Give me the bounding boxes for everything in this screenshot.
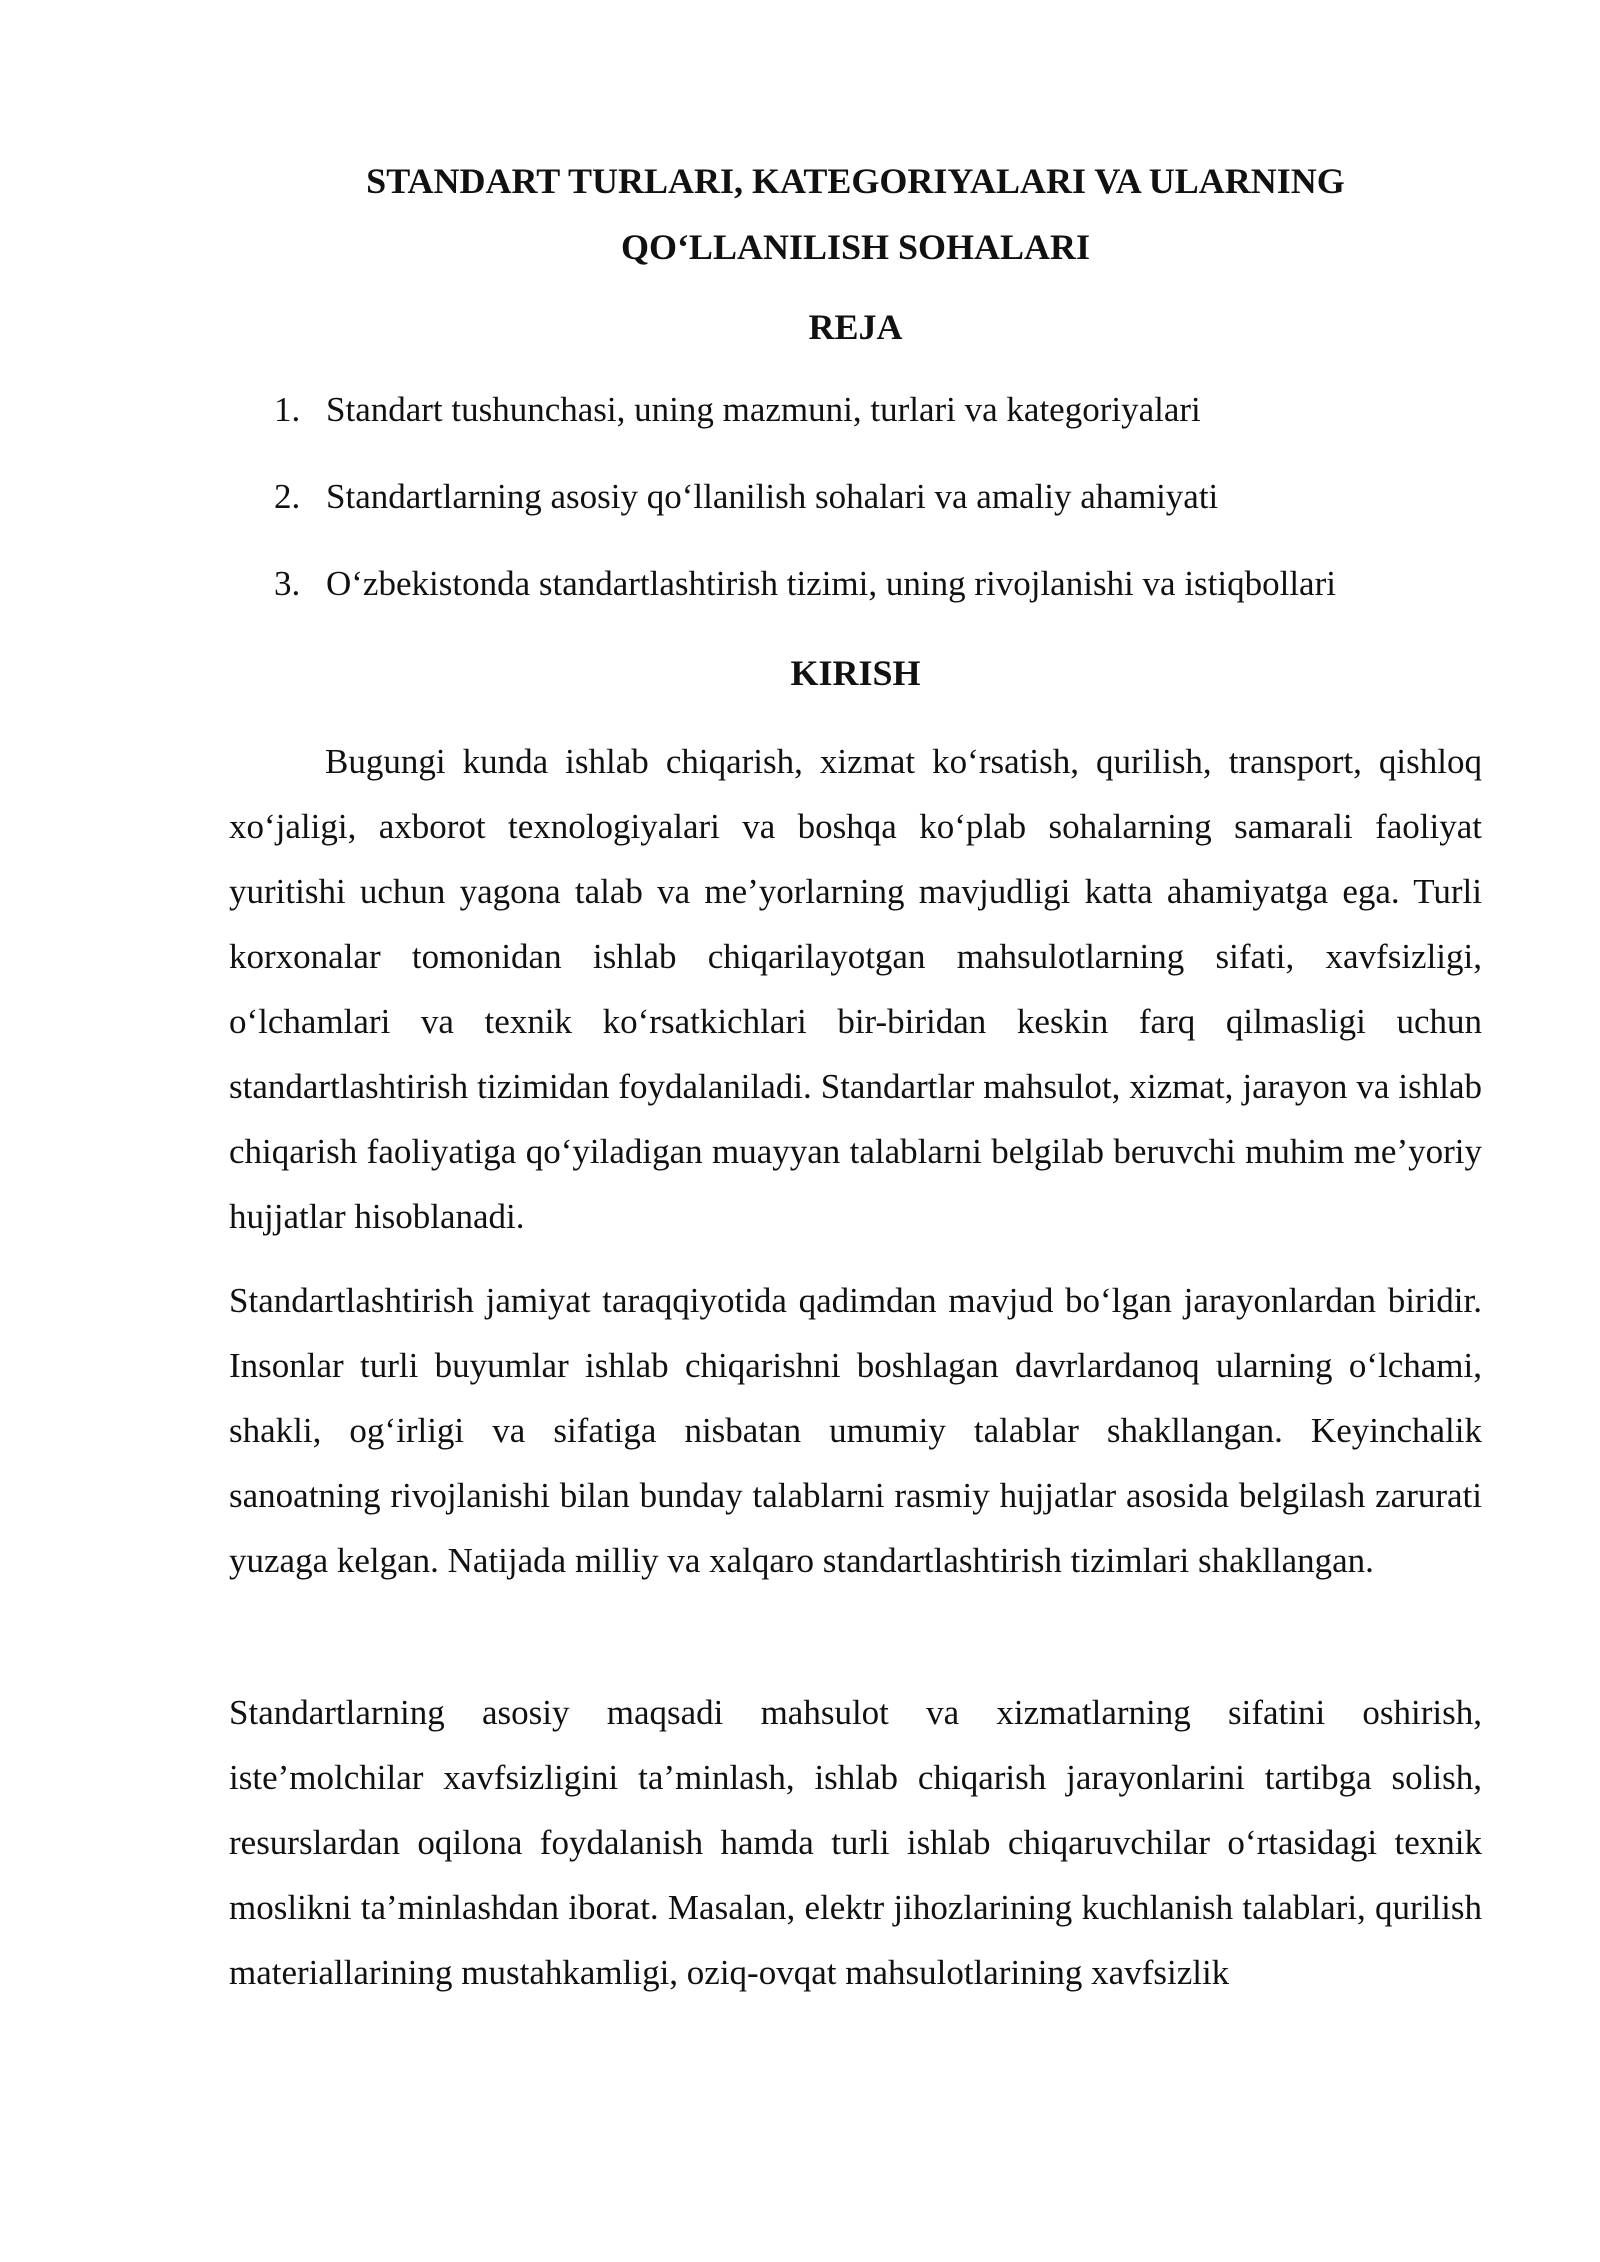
plan-item-1 [229,388,1482,432]
document-title-line-1: STANDART TURLARI, KATEGORIYALARI VA ULARNING [366,161,1345,201]
plan-item-number: 2. [274,477,301,516]
body-paragraph-3: Standartlarning asosiy maqsadi mahsulot va xizmatlarning sifatini oshirish, iste’molchilar xavfsizligini ta’minlash, ishlab chiqarish jarayonlarini tartibga solish, resurslardan oqilona foydalanish hamda turli ishlab chiqaruvchilar o‘rtasidagi texnik moslikni ta’minlashdan iborat. Masalan, elektr jihozlarining kuchlanish talablari, qurilish materiallarining mustahkamligi, oziq-ovqat mahsulotlarining xavfsizlik [229,1693,1482,1992]
body-paragraph-2: Standartlashtirish jamiyat taraqqiyotida qadimdan mavjud bo‘lgan jarayonlardan biridir. Insonlar turli buyumlar ishlab chiqarishni boshlagan davrlardanoq ularning o‘lchami, shakli, og‘irligi va sifatiga nisbatan umumiy talablar shakllangan. Keyinchalik sanoatning rivojlanishi bilan bunday talablarni rasmiy hujjatlar asosida belgilash zarurati yuzaga kelgan. Natijada milliy va xalqaro standartlashtirish tizimlari shakllangan. [229,1281,1482,1580]
body-paragraph-1: Bugungi kunda ishlab chiqarish, xizmat ko‘rsatish, qurilish, transport, qishloq xo‘jaligi, axborot texnologiyalari va boshqa ko‘plab sohalarning samarali faoliyat yuritishi uchun yagona talab va me’yorlarning mavjudligi katta ahamiyatga ega. Turli korxonalar tomonidan ishlab chiqarilayotgan mahsulotlarning sifati, xavfsizligi, o‘lchamlari va texnik ko‘rsatkichlari bir-biridan keskin farq qilmasligi uchun standartlashtirish tizimidan foydalaniladi. Standartlar mahsulot, xizmat, jarayon va ishlab chiqarish faoliyatiga qo‘yiladigan muayyan talablarni belgilab beruvchi muhim me’yoriy hujjatlar hisoblanadi. [229,742,1482,1236]
plan-list [229,388,1482,649]
document-title [229,148,1482,280]
plan-item-2 [229,475,1482,519]
plan-item-number: 3. [274,564,301,603]
plan-item-text: Standartlarning asosiy qo‘llanilish sohalari va amaliy ahamiyati [326,477,1219,516]
intro-heading: KIRISH [790,653,921,693]
plan-heading: REJA [808,307,903,347]
plan-item-text: Standart tushunchasi, uning mazmuni, turlari va kategoriyalari [326,390,1201,429]
document-title-line-2: QO‘LLANILISH SOHALARI [620,227,1091,267]
plan-item-number: 1. [274,390,301,429]
plan-item-3 [229,562,1482,606]
plan-item-text: O‘zbekistonda standartlashtirish tizimi, uning rivojlanishi va istiqbollari [326,564,1336,603]
